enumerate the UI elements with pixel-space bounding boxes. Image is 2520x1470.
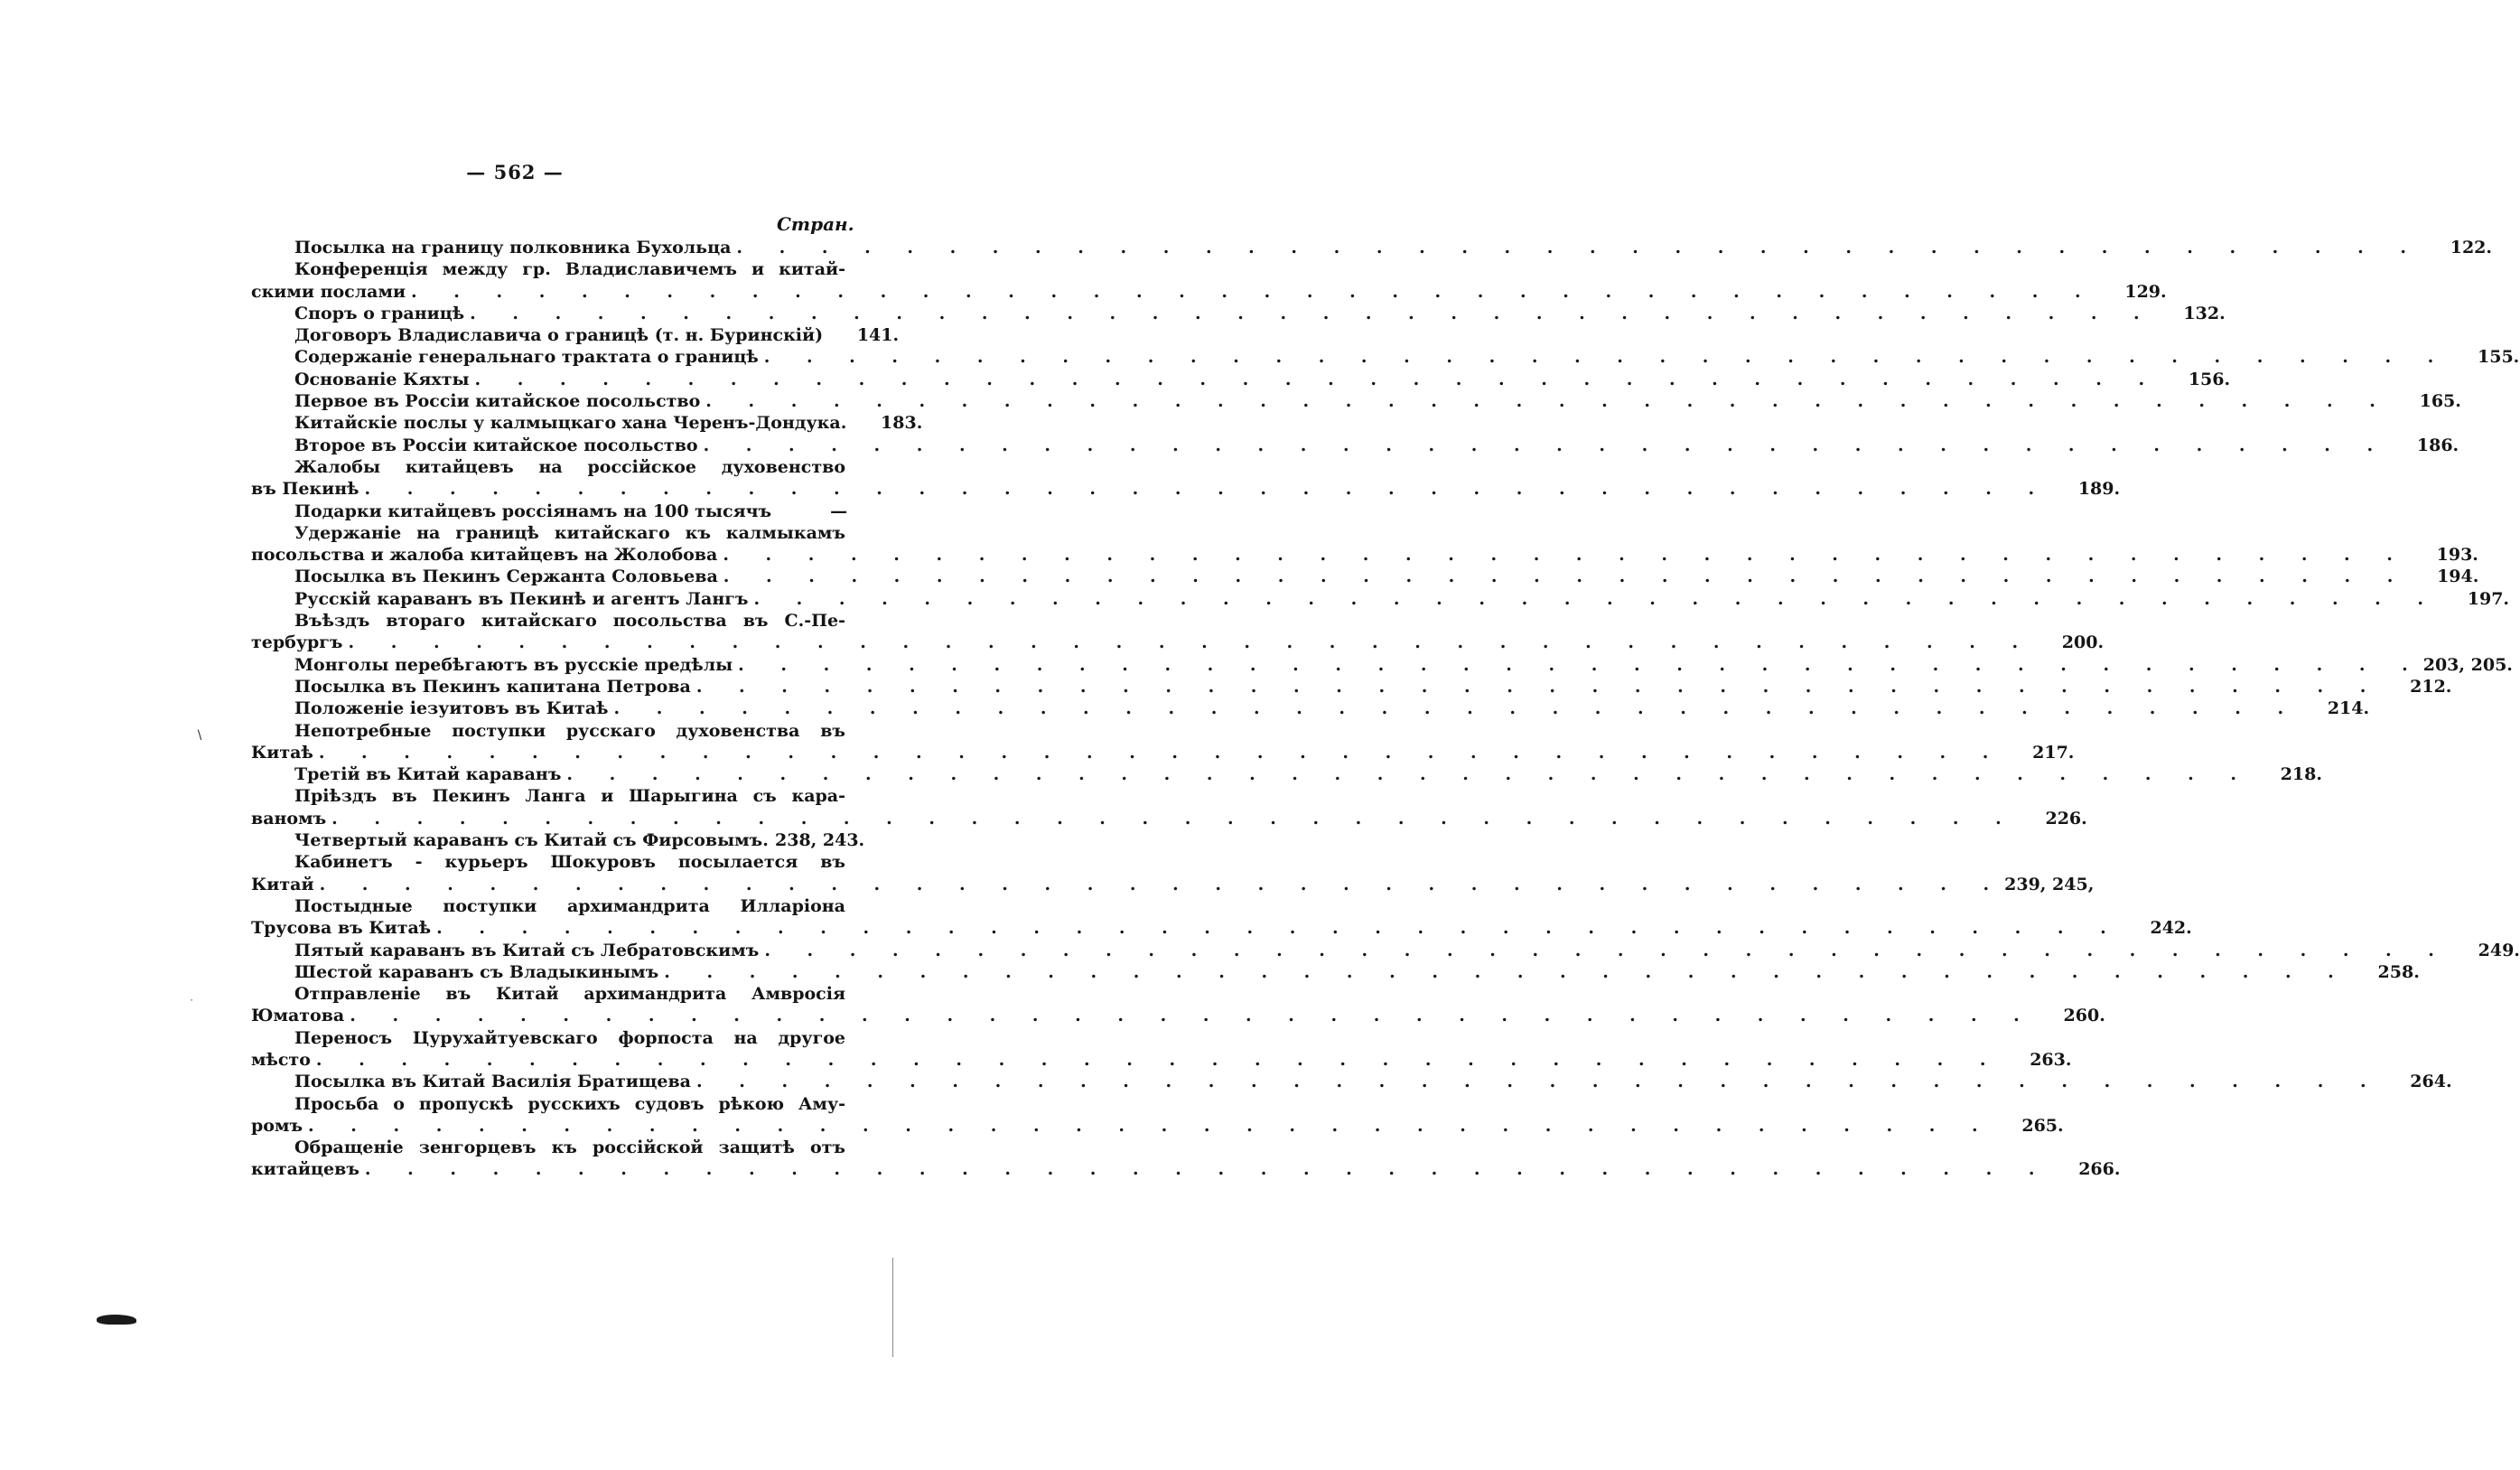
toc-entry-line xyxy=(251,1005,2105,1026)
toc-entry-title: Конференція между гр. Владиславичемъ и китай- xyxy=(294,259,845,280)
toc-entry-title: Содержаніе генеральнаго трактата о границѣ xyxy=(294,347,759,368)
toc-page-number: 203, 205. xyxy=(2422,654,2513,675)
toc-page-number: 155. xyxy=(2478,347,2520,368)
toc-entry-line xyxy=(251,632,2105,653)
toc-entry-line xyxy=(251,917,2192,939)
toc-entry xyxy=(251,566,2479,587)
toc-entry-line xyxy=(251,303,2226,324)
toc-page-number: 129. xyxy=(2124,281,2167,302)
toc-entry-title: Посылка на границу полковника Бухольца xyxy=(294,238,732,257)
page-number: — 562 — xyxy=(466,161,564,183)
dot-leader: . . . . . . . . . . . . . . . . . . . . . . . . . . . . . . . . . . . . . . . . xyxy=(703,435,2389,455)
toc-entry-title: скими послами xyxy=(251,281,406,302)
toc-entry xyxy=(251,1093,2064,1138)
table-of-contents xyxy=(251,237,2520,1181)
toc-page-number: 238, 243. xyxy=(775,830,865,851)
toc-entry-line xyxy=(251,412,923,434)
toc-page-number: 239, 245, xyxy=(2004,874,2095,894)
toc-entry-title: Основаніе Кяхты xyxy=(294,369,470,389)
toc-entry xyxy=(251,895,2192,940)
toc-entry-line xyxy=(251,369,2231,390)
ink-smudge xyxy=(97,1315,136,1325)
dot-leader: . . . . . . . . . . . . . . . . . . . . . . . . . . . . . . . . . . . . . . . . xyxy=(364,479,2050,500)
toc-entry-title: Первое въ Россіи китайское посольство xyxy=(294,391,701,412)
toc-page-number: — xyxy=(830,501,848,521)
toc-page-number: 218. xyxy=(2280,764,2322,785)
toc-entry xyxy=(251,588,2510,610)
toc-entry-line xyxy=(251,1137,845,1158)
toc-entry-line xyxy=(251,1115,2064,1137)
toc-entry-line xyxy=(251,654,2513,676)
dot-leader: . . . . . . . . . . . . . . . . . . . . . . . . . . . . . . . . . . . . . . . . xyxy=(331,808,2017,829)
toc-page-number: 260. xyxy=(2063,1006,2105,1026)
dot-leader: . . . . . . . . . . . . . . . . . . . . . . . . . . . . . . . . . . . . . . . . xyxy=(348,632,2034,653)
toc-entry xyxy=(251,763,2322,785)
toc-entry-line xyxy=(251,324,900,346)
toc-entry-title: тербургъ xyxy=(251,632,343,653)
toc-entry-title: Посылка въ Пекинъ капитана Петрова xyxy=(294,676,691,697)
toc-entry-title: Просьба о пропускѣ русскихъ судовъ рѣкою Аму- xyxy=(294,1093,845,1114)
toc-entry-line xyxy=(251,720,845,742)
toc-entry xyxy=(251,237,2492,258)
toc-page-number: 122. xyxy=(2450,238,2492,257)
dot-leader: . . . . . . . . . . . . . . . . . . . . . . . . . . . . . . . . . . . . . . . . xyxy=(664,961,2349,982)
toc-entry-line xyxy=(251,390,2461,412)
toc-entry-line xyxy=(251,1027,845,1049)
toc-entry-line xyxy=(251,588,2510,610)
dot-leader: . . . . . . . . . . . . . . . . . . . . . . . . . . . . . . . . . . . . . . . . xyxy=(738,654,2423,675)
margin-mark: ⋅ xyxy=(190,994,194,1007)
toc-entry-line xyxy=(251,785,845,807)
toc-entry-title: Жалобы китайцевъ на россійское духовенство xyxy=(294,456,845,477)
toc-entry-title: Второе въ Россіи китайское посольство xyxy=(294,435,698,455)
toc-entry xyxy=(251,412,923,434)
toc-entry-title: Споръ о границѣ xyxy=(294,303,465,323)
toc-entry-title: Договоръ Владиславича о границѣ (т. н. Буринскій) xyxy=(294,325,824,346)
dot-leader: . . . . . . . . . . . . . . . . . . . . . . . . . . . . . . . . . . . . . . . . xyxy=(763,347,2450,368)
toc-entry-line xyxy=(251,851,845,873)
toc-entry-line xyxy=(251,874,2095,895)
toc-entry-title: ваномъ xyxy=(251,808,327,829)
toc-entry xyxy=(251,258,2167,303)
toc-entry xyxy=(251,610,2105,654)
toc-entry xyxy=(251,676,2452,698)
toc-entry-line xyxy=(251,566,2479,587)
toc-entry-title: Трусова въ Китаѣ xyxy=(251,918,432,939)
toc-entry-line xyxy=(251,435,2459,456)
toc-entry-line xyxy=(251,1093,845,1115)
toc-entry-line xyxy=(251,742,2075,763)
toc-page-number: 132. xyxy=(2183,303,2226,323)
toc-entry-title: Юматова xyxy=(251,1006,345,1026)
toc-page-number: 212. xyxy=(2410,676,2452,697)
toc-entry xyxy=(251,829,865,851)
toc-entry-title: ромъ xyxy=(251,1115,303,1136)
toc-entry-line xyxy=(251,478,2121,500)
toc-entry-title: Кабинетъ - курьеръ Шокуровъ посылается въ xyxy=(294,852,845,873)
dot-leader: . . . . . . . . . . . . . . . . . . . . . . . . . . . . . . . . . . . . . . . . xyxy=(566,764,2252,785)
toc-page-number: 156. xyxy=(2188,369,2231,389)
toc-page-number: 242. xyxy=(2150,918,2192,939)
toc-entry-title: Китай xyxy=(251,874,314,894)
toc-entry-title: Переносъ Цурухайтуевскаго форпоста на другое xyxy=(294,1027,845,1048)
toc-entry-title: Положеніе іезуитовъ въ Китаѣ xyxy=(294,698,609,719)
toc-entry-title: Постыдные поступки архимандрита Илларіона xyxy=(294,895,845,916)
toc-entry xyxy=(251,851,2095,895)
dot-leader: . . . . . . . . . . . . . . . . . . . . . . . . . . . . . . . . . . . . . . . . xyxy=(350,1006,2035,1026)
toc-entry-line xyxy=(251,763,2322,785)
toc-entry-title: Шестой караванъ съ Владыкинымъ xyxy=(294,961,659,982)
toc-entry-title: китайцевъ xyxy=(251,1159,359,1180)
toc-entry-title: Въѣздъ втораго китайскаго посольства въ С.-Пе- xyxy=(294,611,845,632)
toc-entry-line xyxy=(251,610,845,632)
toc-entry-line xyxy=(251,456,845,478)
dot-leader: . . . . . . . . . . . . . . . . . . . . . . . . . . . . . . . . . . . . . . . . xyxy=(764,940,2450,960)
toc-entry-line xyxy=(251,501,848,522)
toc-entry-line xyxy=(251,346,2520,368)
toc-entry-title: Китайскіе послы у калмыцкаго хана Черенъ-Дондука. xyxy=(294,413,847,434)
page-column-header: Стран. xyxy=(777,213,854,235)
margin-mark: ∖ xyxy=(195,728,203,743)
toc-entry-line xyxy=(251,895,845,917)
toc-entry xyxy=(251,303,2226,324)
dot-leader: . . . . . . . . . . . . . . . . . . . . . . . . . . . . . . . . . . . . . . . . xyxy=(364,1159,2050,1180)
toc-entry-title: въ Пекинѣ xyxy=(251,479,359,500)
toc-entry-line xyxy=(251,808,2087,829)
toc-page-number: 183. xyxy=(881,413,923,434)
toc-entry xyxy=(251,324,900,346)
toc-page-number: 266. xyxy=(2078,1159,2121,1180)
dot-leader: . . . . . . . . . . . . . . . . . . . . . . . . . . . . . . . . . . . . . . . . xyxy=(723,566,2409,587)
toc-entry-line xyxy=(251,1158,2121,1180)
toc-page-number: 265. xyxy=(2021,1115,2064,1136)
toc-entry-title: Обращеніе зенгорцевъ къ россійской защитѣ отъ xyxy=(294,1138,845,1158)
toc-page-number: 197. xyxy=(2467,588,2510,609)
dot-leader: . . . . . . . . . . . . . . . . . . . . . . . . . . . . . . . . . . . . . . . . xyxy=(319,874,2005,894)
toc-entry xyxy=(251,654,2513,676)
toc-entry xyxy=(251,456,2121,501)
toc-entry-line xyxy=(251,698,2370,719)
dot-leader: . . . . . . . . . . . . . . . . . . . . . . . . . . . . . . . . . . . . . . . . xyxy=(613,698,2300,719)
toc-entry-title: Монголы перебѣгаютъ въ русскіе предѣлы xyxy=(294,654,733,675)
toc-entry-title: Русскій караванъ въ Пекинѣ и агентъ Лангъ xyxy=(294,588,749,609)
page-edge-line xyxy=(892,1258,893,1357)
toc-entry-title: Удержаніе на границѣ китайскаго къ калмыкамъ xyxy=(294,522,845,543)
toc-page-number: 249. xyxy=(2478,940,2520,960)
toc-page-number: 186. xyxy=(2416,435,2459,455)
toc-entry xyxy=(251,1071,2452,1092)
dot-leader: . . . . . . . . . . . . . . . . . . . . . . . . . . . . . . . . . . . . . . . . xyxy=(696,1072,2382,1092)
dot-leader: . . . . . . . . . . . . . . . . . . . . . . . . . . . . . . . . . . . . . . . . xyxy=(411,281,2096,302)
toc-entry xyxy=(251,501,848,522)
toc-entry-title: Отправленіе въ Китай архимандрита Амвросія xyxy=(294,984,845,1005)
toc-entry-line xyxy=(251,522,845,544)
toc-entry-line xyxy=(251,940,2520,961)
toc-page-number: 217. xyxy=(2032,742,2075,763)
toc-page-number: 263. xyxy=(2030,1049,2072,1070)
toc-page-number: 226. xyxy=(2045,808,2087,829)
toc-page-number: 165. xyxy=(2419,391,2461,412)
toc-entry-line xyxy=(251,281,2167,303)
toc-entry xyxy=(251,435,2459,456)
toc-page-number: 214. xyxy=(2327,698,2370,719)
toc-page-number: 194. xyxy=(2437,566,2479,587)
dot-leader: . . . . . . . . . . . . . . . . . . . . . . . . . . . . . . . . . . . . . . . . xyxy=(436,918,2122,939)
dot-leader: . . . . . . . . . . . . . . . . . . . . . . . . . . . . . . . . . . . . . . . . xyxy=(753,588,2440,609)
toc-entry-title: мѣсто xyxy=(251,1049,311,1070)
toc-entry-title: Посылка въ Китай Василія Братищева xyxy=(294,1072,691,1092)
toc-entry-line xyxy=(251,961,2420,983)
toc-entry-line xyxy=(251,829,865,851)
dot-leader: . . . . . . . . . . . . . . . . . . . . . . . . . . . . . . . . . . . . . . . . xyxy=(474,369,2161,389)
toc-page-number: 193. xyxy=(2436,545,2478,566)
toc-entry-title: Непотребные поступки русскаго духовенства въ xyxy=(294,720,845,741)
toc-entry-title: Четвертый караванъ съ Китай съ Фирсовымъ. xyxy=(294,830,769,851)
toc-entry-line xyxy=(251,676,2452,698)
toc-page-number: 264. xyxy=(2410,1072,2452,1092)
toc-entry xyxy=(251,1137,2121,1181)
toc-page-number: 189. xyxy=(2077,479,2121,500)
dot-leader: . . . . . . . . . . . . . . . . . . . . . . . . . . . . . . . . . . . . . . . . xyxy=(705,391,2391,412)
toc-page-number: 258. xyxy=(2377,961,2420,982)
toc-entry-title: Пріѣздъ въ Пекинъ Ланга и Шарыгина съ кара- xyxy=(294,786,845,807)
toc-entry-title: Посылка въ Пекинъ Сержанта Соловьева xyxy=(294,566,718,587)
toc-entry-line xyxy=(251,544,2478,566)
toc-entry xyxy=(251,390,2461,412)
dot-leader: . . . . . . . . . . . . . . . . . . . . . . . . . . . . . . . . . . . . . . . . xyxy=(695,676,2382,697)
toc-entry xyxy=(251,983,2105,1027)
toc-entry-title: Третій въ Китай караванъ xyxy=(294,764,562,785)
toc-entry-title: Китаѣ xyxy=(251,742,313,763)
toc-entry xyxy=(251,522,2478,566)
toc-entry xyxy=(251,346,2520,368)
toc-entry-line xyxy=(251,1049,2072,1071)
dot-leader: . . . . . . . . . . . . . . . . . . . . . . . . . . . . . . . . . . . . . . . . xyxy=(470,303,2155,323)
dot-leader: . . . . . . . . . . . . . . . . . . . . . . . . . . . . . . . . . . . . . . . . xyxy=(736,238,2422,257)
toc-entry-title: посольства и жалоба китайцевъ на Жолобова xyxy=(251,545,718,566)
toc-entry-title: Подарки китайцевъ россіянамъ на 100 тысячъ xyxy=(294,501,772,521)
toc-page-number: 141. xyxy=(856,325,900,346)
toc-entry xyxy=(251,940,2520,961)
toc-page-number: 200. xyxy=(2061,632,2105,653)
toc-entry xyxy=(251,369,2231,390)
toc-entry xyxy=(251,698,2370,719)
dot-leader: . . . . . . . . . . . . . . . . . . . . . . . . . . . . . . . . . . . . . . . . xyxy=(318,742,2004,763)
toc-entry xyxy=(251,961,2420,983)
toc-entry xyxy=(251,720,2075,764)
dot-leader: . . . . . . . . . . . . . . . . . . . . . . . . . . . . . . . . . . . . . . . . xyxy=(315,1049,2002,1070)
toc-entry xyxy=(251,1027,2072,1072)
toc-entry-line xyxy=(251,1071,2452,1092)
dot-leader: . . . . . . . . . . . . . . . . . . . . . . . . . . . . . . . . . . . . . . . . xyxy=(308,1115,1993,1136)
toc-entry-line xyxy=(251,237,2492,258)
dot-leader: . . . . . . . . . . . . . . . . . . . . . . . . . . . . . . . . . . . . . . . . xyxy=(723,545,2408,566)
toc-entry-line xyxy=(251,258,845,280)
toc-entry xyxy=(251,785,2087,829)
toc-entry-title: Пятый караванъ въ Китай съ Лебратовскимъ xyxy=(294,940,760,960)
toc-entry-line xyxy=(251,983,845,1005)
